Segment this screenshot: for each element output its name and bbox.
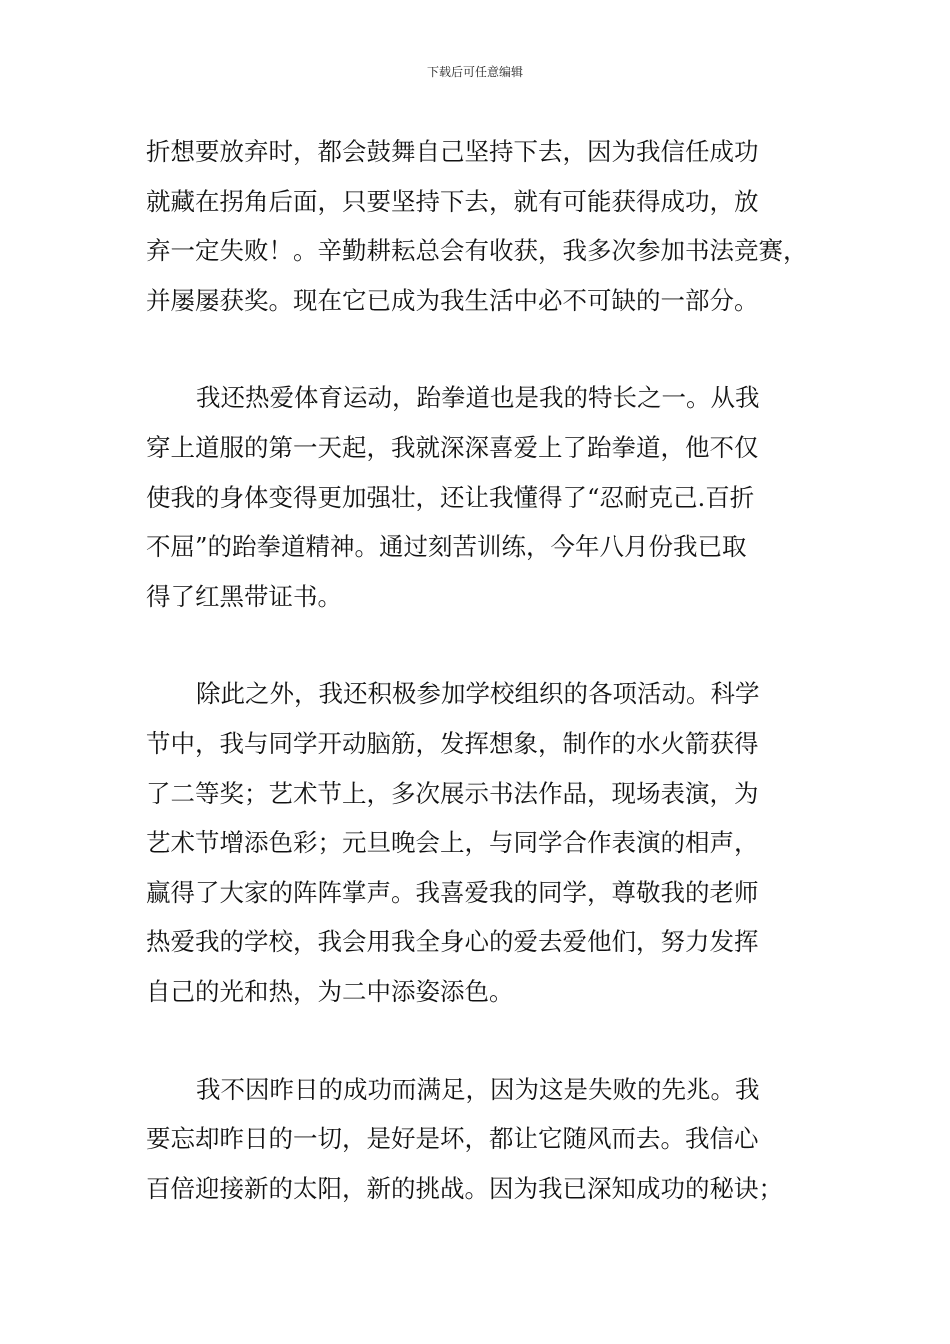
text-line: 折想要放弃时，都会鼓舞自己坚持下去，因为我信任成功 [146,137,759,166]
text-line: 除此之外，我还积极参加学校组织的各项活动。科学 [196,679,760,709]
text-line: 热爱我的学校，我会用我全身心的爱去爱他们，努力发挥 [146,927,759,957]
text-line: 得了红黑带证书。 [146,581,342,611]
text-line: 弃一定失败！。辛勤耕耘总会有收获，我多次参加书法竞赛， [146,236,808,266]
paragraph-3 [146,669,826,1016]
text-line: 赢得了大家的阵阵掌声。我喜爱我的同学，尊敬我的老师 [146,877,759,907]
document-body [146,127,826,1213]
text-line: 使我的身体变得更加强壮，还让我懂得了“忍耐克己.百折 [146,482,755,512]
text-line: 自己的光和热，为二中添姿添色。 [146,976,514,1006]
text-line: 要忘却昨日的一切，是好是坏，都让它随风而去。我信心 [146,1124,759,1154]
text-line: 并屡屡获奖。现在它已成为我生活中必不可缺的一部分。 [146,285,759,315]
text-line: 穿上道服的第一天起，我就深深喜爱上了跆拳道，他不仅 [146,432,759,462]
paragraph-2 [146,373,826,621]
text-line: 节中，我与同学开动脑筋，发挥想象，制作的水火箭获得 [146,728,759,758]
text-line: 了二等奖；艺术节上，多次展示书法作品，现场表演，为 [146,778,759,808]
page-header: 下载后可任意编辑 [426,65,523,79]
paragraph-1 [146,127,826,325]
text-line: 百倍迎接新的太阳，新的挑战。因为我已深知成功的秘诀； [146,1173,783,1203]
paragraph-4 [146,1065,826,1214]
text-line: 艺术节增添色彩；元旦晚会上，与同学合作表演的相声， [146,828,759,858]
text-line: 我不因昨日的成功而满足，因为这是失败的先兆。我 [196,1074,760,1104]
text-line: 我还热爱体育运动，跆拳道也是我的特长之一。从我 [196,383,760,413]
text-line: 就藏在拐角后面，只要坚持下去，就有可能获得成功，放 [146,186,759,216]
text-line: 不屈”的跆拳道精神。通过刻苦训练，今年八月份我已取 [146,532,747,562]
